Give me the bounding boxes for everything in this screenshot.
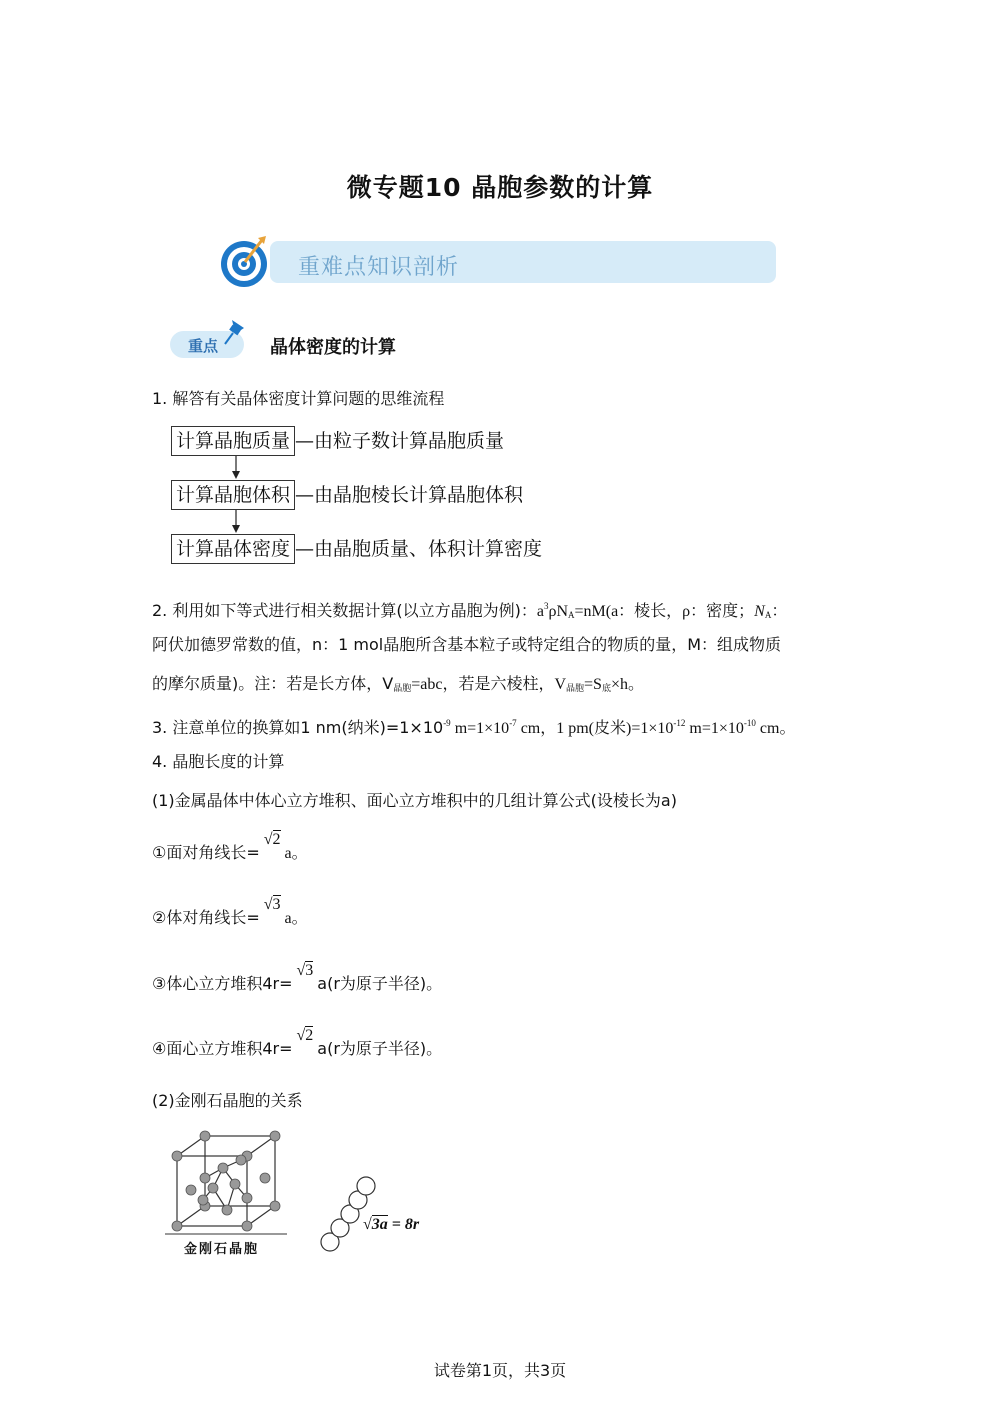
- flow-desc-1: —由粒子数计算晶胞质量: [295, 430, 505, 452]
- flow-arrow-1: [229, 456, 243, 480]
- formula-body-diagonal: ②体对角线长=√3a。: [152, 896, 308, 927]
- page-title: 微专题10 晶胞参数的计算: [346, 173, 654, 202]
- flow-desc-3: —由晶胞质量、体积计算密度: [295, 538, 543, 560]
- flow-step-3: [171, 534, 542, 564]
- diamond-relation-equation: √3a = 8r: [363, 1216, 420, 1233]
- page-footer: 试卷第1页，共3页: [433, 1361, 567, 1380]
- formula-fcc: ④面心立方堆积4r=√2a(r为原子半径)。: [152, 1027, 443, 1058]
- flow-arrow-2: [229, 510, 243, 534]
- sqrt-2-icon: √2: [296, 1027, 314, 1044]
- item-4-heading: 4. 晶胞长度的计算: [152, 752, 285, 771]
- diamond-unit-cell-figure: [165, 1128, 295, 1256]
- flow-step-2: [171, 480, 523, 510]
- formula-face-diagonal: ①面对角线长=√2a。: [152, 831, 308, 862]
- sqrt-2-icon: √2: [263, 831, 281, 848]
- flow-desc-2: —由晶胞棱长计算晶胞体积: [295, 484, 524, 506]
- formula-bcc: ③体心立方堆积4r=√3a(r为原子半径)。: [152, 962, 443, 993]
- pushpin-icon: [222, 318, 248, 346]
- target-icon: [218, 234, 274, 290]
- flow-box-2: 计算晶胞体积: [171, 480, 295, 510]
- key-point-heading: 晶体密度的计算: [270, 337, 396, 358]
- item-2-line-3: 的摩尔质量)。注：若是长方体，$V_{晶胞}=abc$，若是六棱柱，$V_{晶胞}=S_底\times h$。: [152, 674, 644, 694]
- figure-caption: 金刚石晶胞: [184, 1242, 260, 1257]
- item-3-units: 3. 注意单位的换算如1 nm(纳米)$=1\times 10^{-9}$ $m=1\times 10^{-7}$ cm，1 pm(皮米)$=1\times 10^{-12}$ $m=1\times 10^{-10}$ cm。: [152, 718, 796, 737]
- flow-box-3: 计算晶体密度: [171, 534, 295, 564]
- sqrt-3-icon: √3: [263, 896, 281, 913]
- item-1-heading: 1. 解答有关晶体密度计算问题的思维流程: [152, 389, 445, 408]
- banner-title: 重难点知识剖析: [298, 255, 460, 280]
- flow-box-1: 计算晶胞质量: [171, 426, 295, 456]
- key-point-badge-label: 重点: [188, 337, 219, 355]
- atom-chain-diagram: [318, 1176, 378, 1254]
- item-2-line-1: 2. 利用如下等式进行相关数据计算(以立方晶胞为例)：$a^3\rho N_A=nM(a$：棱长，ρ：密度；$N_A$：: [152, 601, 788, 620]
- flow-step-1: [171, 426, 504, 456]
- sub-heading-1: (1)金属晶体中体心立方堆积、面心立方堆积中的几组计算公式(设棱长为a): [152, 791, 677, 810]
- item-2-line-2: 阿伏加德罗常数的值，n：1 mol晶胞所含基本粒子或特定组合的物质的量，M：组成物质: [152, 635, 782, 654]
- sqrt-3-icon: √3: [296, 962, 314, 979]
- sub-heading-2: (2)金刚石晶胞的关系: [152, 1091, 303, 1110]
